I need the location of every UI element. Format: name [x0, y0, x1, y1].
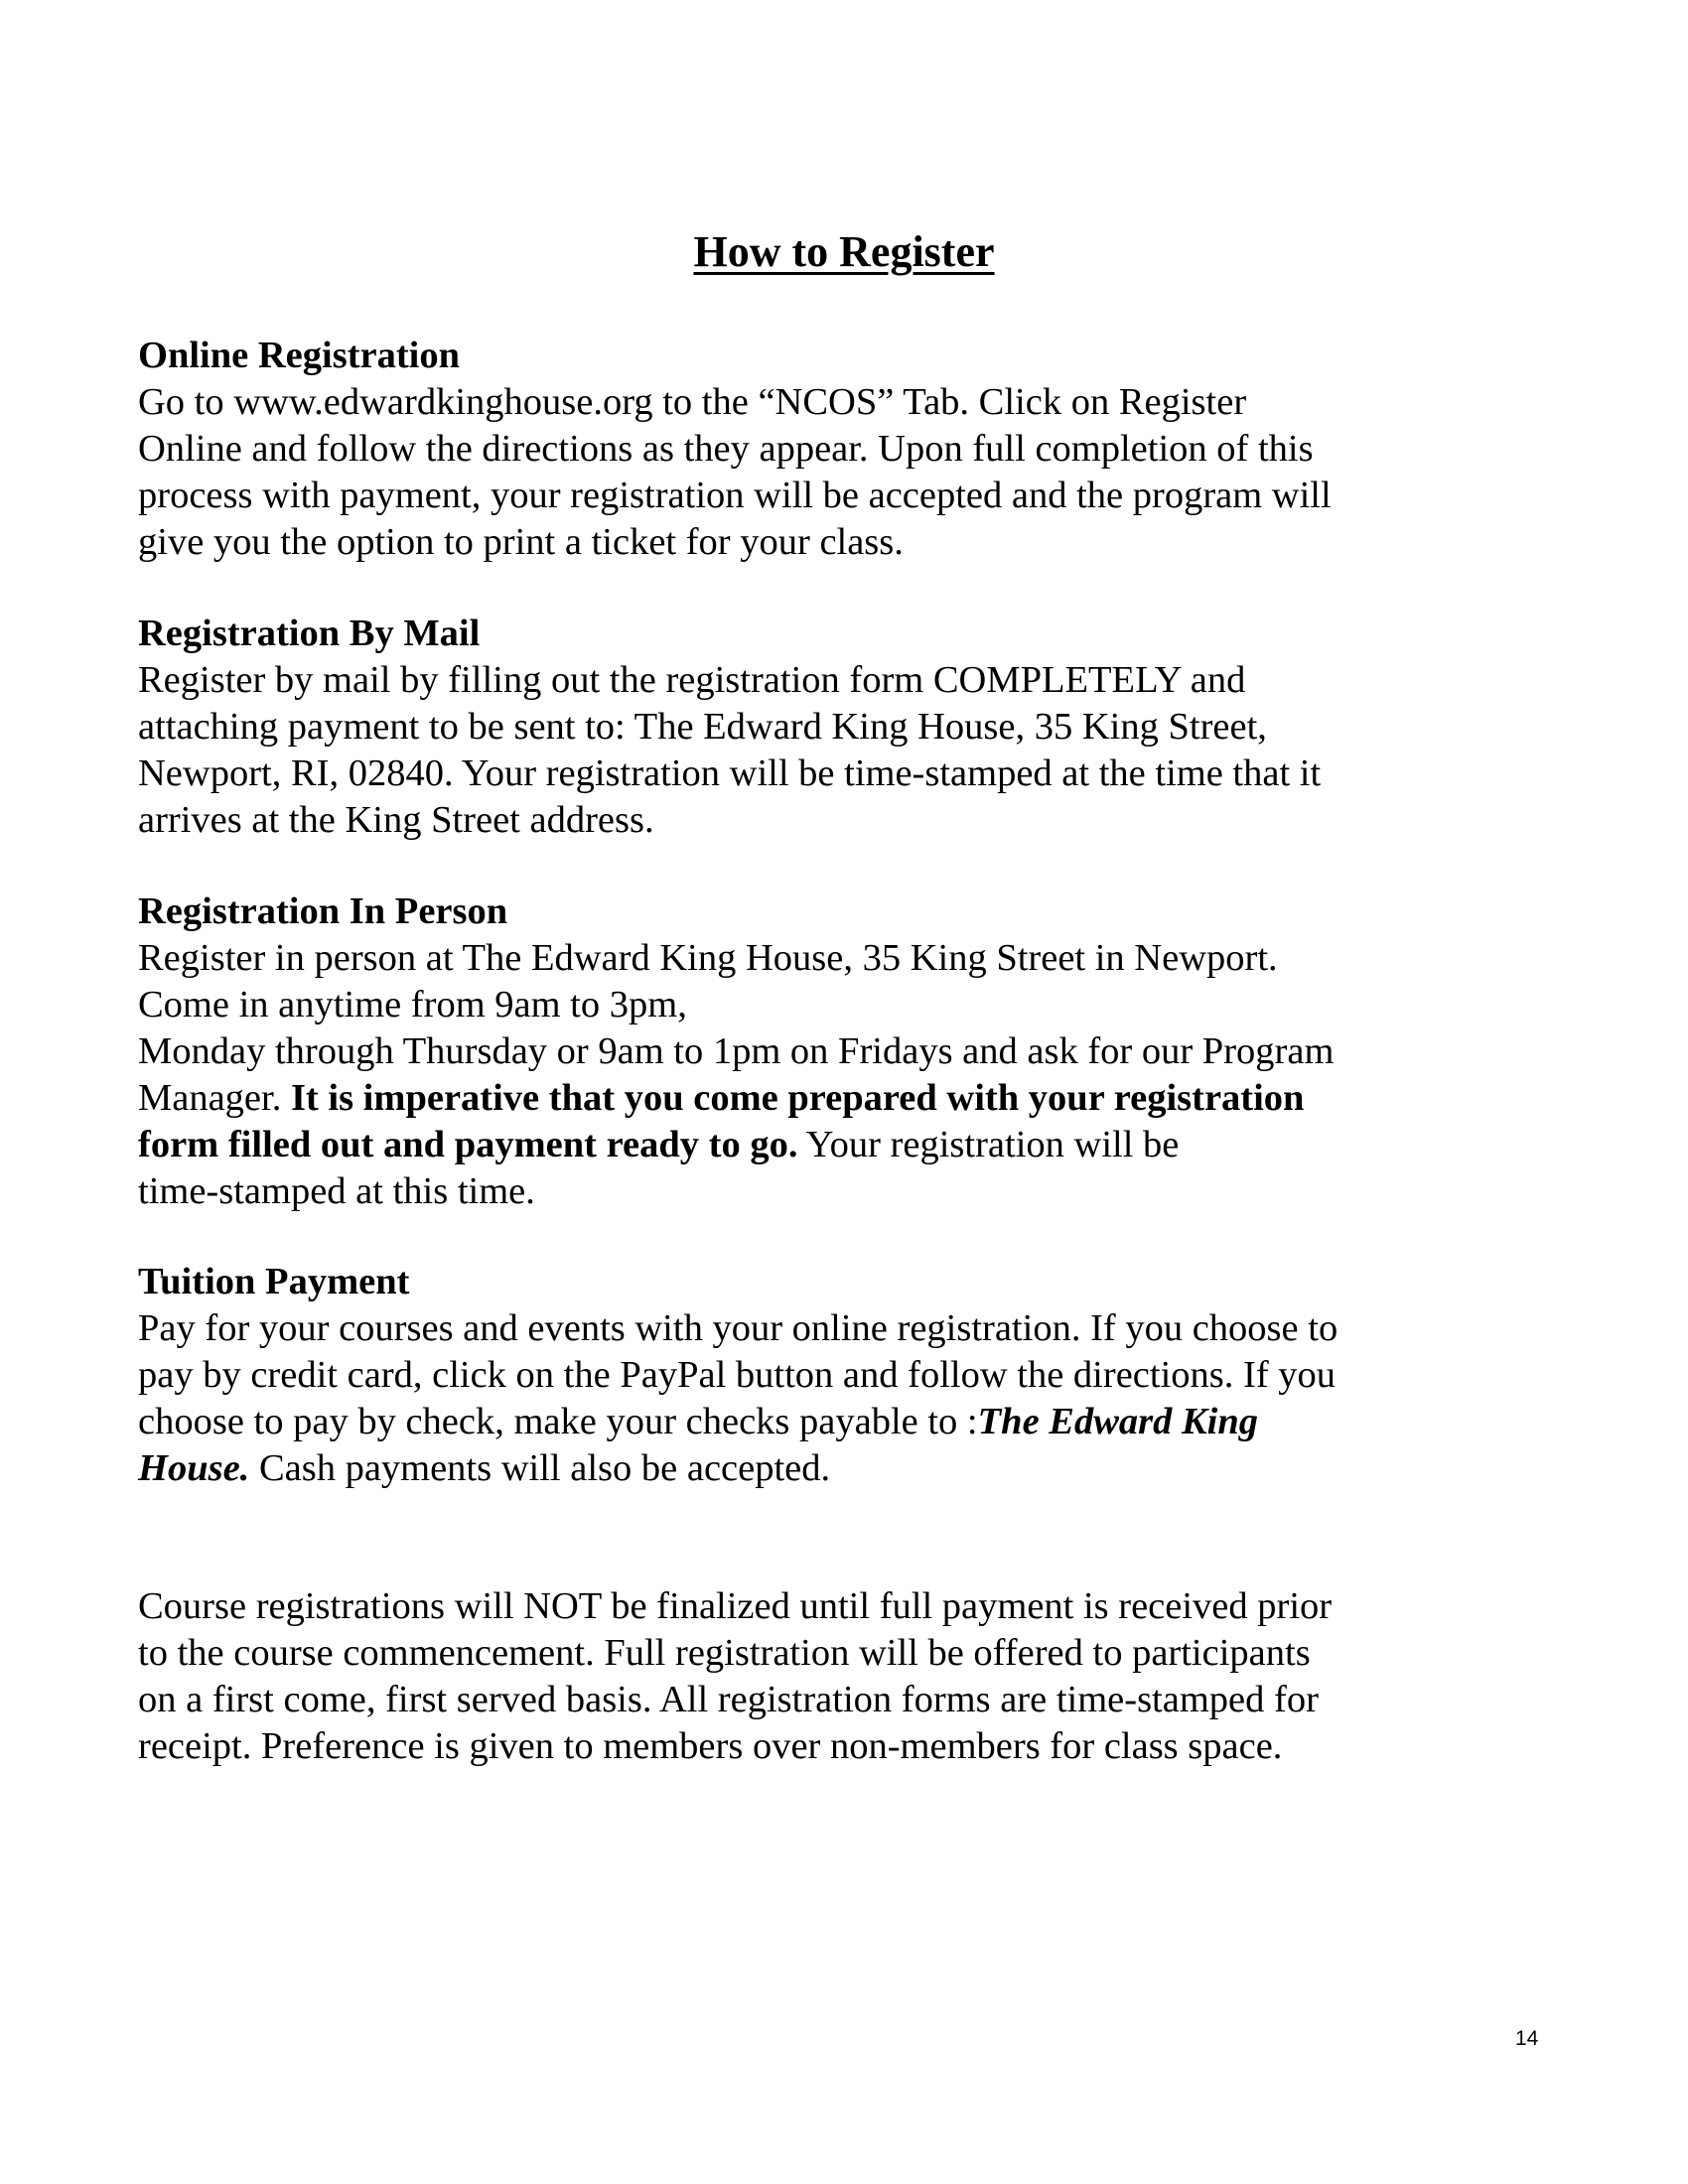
section-tuition-payment: [138, 1259, 1568, 1492]
section-heading-tuition: Tuition Payment: [138, 1261, 410, 1302]
body-line: time-stamped at this time.: [138, 1170, 535, 1212]
body-line: Go to www.edwardkinghouse.org to the “NCOS” Tab. Click on Register: [138, 381, 1247, 423]
emphasis-text: form filled out and payment ready to go.: [138, 1124, 798, 1165]
page-number: 14: [1515, 2027, 1539, 2050]
section-heading-in-person: Registration In Person: [138, 890, 508, 932]
body-line: process with payment, your registration will be accepted and the program will: [138, 475, 1332, 516]
body-line: give you the option to print a ticket for your class.: [138, 521, 904, 563]
body-line: Online and follow the directions as they appear. Upon full completion of this: [138, 428, 1314, 470]
body-text: Your registration will be: [797, 1124, 1180, 1165]
body-line: Register in person at The Edward King House, 35 King Street in Newport.: [138, 937, 1278, 979]
section-body-online: [138, 379, 1568, 566]
section-heading-online: Online Registration: [138, 335, 461, 376]
payee-name: House.: [138, 1447, 250, 1489]
body-text: choose to pay by check, make your checks payable to :: [138, 1401, 978, 1442]
body-line-mixed: [138, 1399, 1568, 1445]
body-line: Come in anytime from 9am to 3pm,: [138, 984, 687, 1025]
section-online-registration: [138, 333, 1568, 566]
body-text: Cash payments will also be accepted.: [249, 1447, 831, 1489]
body-line: on a first come, first served basis. All registration forms are time-stamped for: [138, 1679, 1319, 1720]
emphasis-text: It is imperative that you come prepared with your registration: [290, 1077, 1305, 1119]
page-title: How to Register: [693, 227, 995, 276]
body-line: attaching payment to be sent to: The Edward King House, 35 King Street,: [138, 706, 1267, 748]
body-line: receipt. Preference is given to members over non-members for class space.: [138, 1725, 1283, 1767]
body-line: Course registrations will NOT be finalized until full payment is received prior: [138, 1585, 1333, 1627]
section-finalization-note: [138, 1583, 1568, 1770]
section-body-mail: [138, 657, 1568, 844]
section-heading-mail: Registration By Mail: [138, 613, 481, 654]
body-line-mixed: [138, 1445, 1568, 1492]
section-registration-in-person: [138, 888, 1568, 1215]
body-line: pay by credit card, click on the PayPal button and follow the directions. If you: [138, 1354, 1336, 1396]
body-line: Newport, RI, 02840. Your registration will be time-stamped at the time that it: [138, 752, 1322, 794]
section-registration-by-mail: [138, 611, 1568, 844]
body-line: Pay for your courses and events with your online registration. If you choose to: [138, 1307, 1338, 1349]
payee-name: The Edward King: [977, 1401, 1259, 1442]
body-line-mixed: [138, 1122, 1568, 1168]
body-line: Register by mail by filling out the registration form COMPLETELY and: [138, 659, 1246, 701]
body-text: Manager.: [138, 1077, 291, 1119]
body-line: Monday through Thursday or 9am to 1pm on Fridays and ask for our Program: [138, 1030, 1335, 1072]
section-body-in-person: [138, 935, 1568, 1215]
section-body-tuition: [138, 1305, 1568, 1492]
body-line: arrives at the King Street address.: [138, 799, 654, 841]
body-line-mixed: [138, 1075, 1568, 1122]
body-line: to the course commencement. Full registration will be offered to participants: [138, 1632, 1311, 1674]
section-body-finalization: [138, 1583, 1568, 1770]
